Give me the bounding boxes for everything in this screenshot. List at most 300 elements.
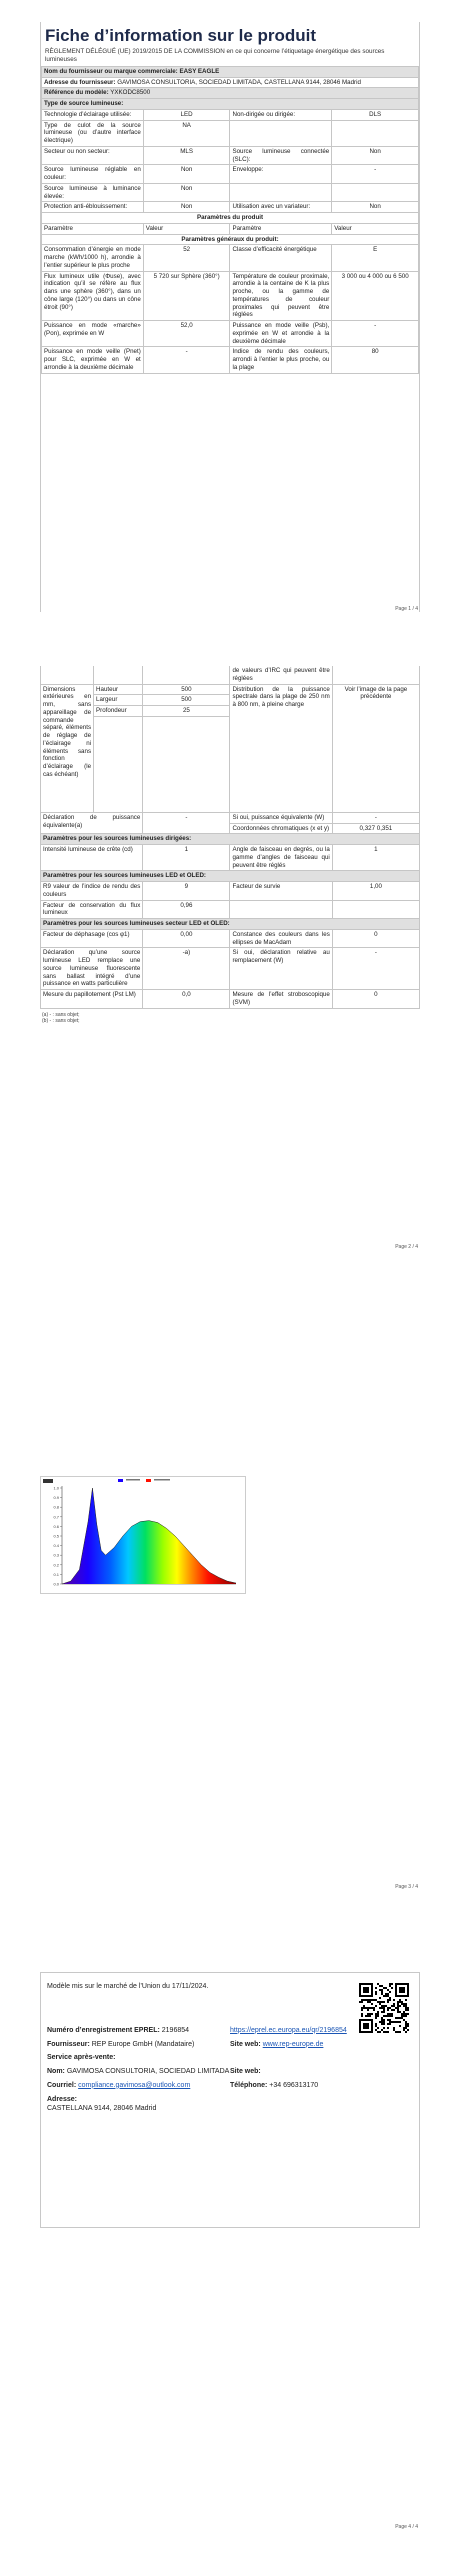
table-row xyxy=(41,812,420,823)
qr-module xyxy=(403,2027,405,2029)
qr-module xyxy=(385,1987,387,1989)
qr-module xyxy=(381,2021,383,2023)
qr-module xyxy=(403,2019,405,2021)
qr-module xyxy=(381,2007,383,2009)
qr-module xyxy=(393,2009,395,2011)
spectral-value: Voir l’image de la page précédente xyxy=(332,684,419,812)
product-info-table-continued xyxy=(40,666,420,1009)
qr-module xyxy=(379,1997,381,1999)
qr-module xyxy=(385,2015,387,2017)
qr-module xyxy=(383,2021,385,2023)
qr-module xyxy=(385,2031,387,2033)
qr-module xyxy=(381,2011,383,2013)
table-row xyxy=(42,271,419,321)
qr-module xyxy=(377,2027,379,2029)
y-tick-label: 0.9 xyxy=(53,1495,59,1501)
type-row-label: Type de culot de la source lumineuse (ou d’autre interface électrique) xyxy=(42,120,144,146)
table-row xyxy=(42,321,419,347)
eprel-number: 2196854 xyxy=(161,2026,190,2034)
qr-module xyxy=(371,2013,373,2015)
led-row-value: 0,96 xyxy=(143,900,230,919)
qr-module xyxy=(405,2007,407,2009)
qr-module xyxy=(405,2025,407,2027)
qr-module xyxy=(361,2009,363,2011)
general-row-value: 52,0 xyxy=(143,321,230,347)
qr-module xyxy=(397,2005,399,2007)
qr-module xyxy=(369,2013,371,2015)
service-name-label: Nom: xyxy=(47,2068,65,2075)
qr-module xyxy=(361,2001,363,2003)
qr-module xyxy=(381,2017,383,2019)
chromaticity-value: 0,327 0,351 xyxy=(332,823,419,834)
page-title: Fiche d’information sur le produit xyxy=(45,26,317,45)
led-row-label xyxy=(230,900,332,919)
table-row xyxy=(41,948,420,990)
mains-row-label: Facteur de déphasage (cos φ1) xyxy=(41,929,143,948)
qr-module xyxy=(377,2013,379,2015)
type-row-label: Utilisation avec un variateur: xyxy=(230,202,332,213)
qr-module xyxy=(399,2031,401,2033)
qr-module xyxy=(375,2025,377,2027)
qr-module xyxy=(389,1983,391,1985)
y-tick-label: 1.0 xyxy=(53,1485,59,1491)
qr-module xyxy=(375,2017,377,2019)
mains-row-label: Déclaration qu’une source lumineuse LED remplace une source lumineuse fluorescente sans ballast intégré d’une puissance en watts particulière xyxy=(41,948,143,990)
qr-module xyxy=(397,2021,399,2023)
qr-module xyxy=(367,2009,369,2011)
type-row-label: Source lumineuse connectée (SLC): xyxy=(230,146,332,165)
qr-module xyxy=(401,2001,403,2003)
qr-module xyxy=(407,2009,409,2011)
directed-row-label: Angle de faisceau en degrés, ou la gamme d’angles de faisceau qui peuvent être réglés xyxy=(230,845,332,871)
equivalent-power-value: - xyxy=(143,812,230,834)
qr-module xyxy=(389,1997,391,1999)
page-1 xyxy=(0,0,452,640)
qr-module xyxy=(375,1987,377,1989)
qr-module xyxy=(405,2013,407,2015)
qr-module xyxy=(371,1999,373,2001)
regulation-text: RÈGLEMENT DÉLÉGUÉ (UE) 2019/2015 DE LA COMMISSION en ce qui concerne l’étiquetage énergétique des sources lumineuses xyxy=(45,48,385,64)
legend-swatch xyxy=(146,1479,151,1482)
service-website-label: Site web: xyxy=(230,2068,261,2075)
type-row-label xyxy=(230,120,332,146)
qr-module xyxy=(375,1999,377,2001)
qr-module xyxy=(387,2009,389,2011)
qr-module xyxy=(389,2007,391,2009)
mains-row-label: Si oui, déclaration relative au remplacement (W) xyxy=(230,948,332,990)
general-row-label: Flux lumineux utile (Φuse), avec indication qu’il se réfère au flux dans une sphère (360°), dans un cône large (120°) ou dans un cône étroit (90°) xyxy=(42,271,144,321)
qr-module xyxy=(381,2029,383,2031)
footnote-b: (b) - : sans objet; xyxy=(42,1017,80,1024)
qr-module xyxy=(363,2007,365,2009)
table-row xyxy=(42,146,419,165)
table-row xyxy=(42,109,419,120)
qr-module xyxy=(373,2009,375,2011)
qr-module xyxy=(359,2001,361,2003)
qr-module xyxy=(389,1991,391,1993)
qr-module xyxy=(381,1989,383,1991)
y-tick-label: 0.2 xyxy=(53,1562,59,1568)
qr-module xyxy=(361,2007,363,2009)
qr-module xyxy=(399,1999,401,2001)
qr-module xyxy=(399,2005,401,2007)
table-row xyxy=(42,202,419,213)
cri-continued: de valeurs d’IRC qui peuvent être réglées xyxy=(230,666,332,684)
qr-module xyxy=(403,2005,405,2007)
mains-row-value: - xyxy=(332,948,419,990)
directed-section-header: Paramètres pour les sources lumineuses dirigées: xyxy=(41,834,420,845)
qr-module xyxy=(387,1989,389,1991)
qr-module xyxy=(383,2007,385,2009)
page-footer: Page 4 / 4 xyxy=(395,2524,418,2530)
qr-module xyxy=(379,2031,381,2033)
email-link[interactable]: compliance.gavimosa@outlook.com xyxy=(78,2081,191,2089)
table-row xyxy=(41,900,420,919)
table-row xyxy=(41,684,420,695)
qr-module xyxy=(387,2001,389,2003)
type-row-value: Non xyxy=(143,183,230,202)
mains-row-value: 0,0 xyxy=(143,990,230,1009)
mains-row-value: -a) xyxy=(143,948,230,990)
qr-module xyxy=(383,2001,385,2003)
supplier-address xyxy=(42,77,419,88)
type-row-value: NA xyxy=(143,120,230,146)
qr-module xyxy=(397,2009,399,2011)
qr-module xyxy=(363,2005,365,2007)
y-tick-label: 0.0 xyxy=(53,1581,59,1587)
qr-module xyxy=(381,1985,383,1987)
general-row-label: Température de couleur proximale, arrondie à la centaine de K la plus proche, ou la gamme de températures de couleur proximales qui peuvent être réglées xyxy=(230,271,332,321)
qr-module xyxy=(405,2005,407,2007)
eprel-label: Numéro d’enregistrement EPREL: xyxy=(47,2026,160,2034)
email-label: Courriel: xyxy=(47,2081,77,2089)
table-row xyxy=(42,245,419,271)
type-row-value: Non xyxy=(143,165,230,184)
qr-module xyxy=(405,2021,407,2023)
page-1-sheet xyxy=(40,22,420,612)
directed-row-value: 1 xyxy=(143,845,230,871)
qr-module xyxy=(369,1999,371,2001)
type-row-value: Non xyxy=(332,146,419,165)
spectrum-chart xyxy=(40,1476,246,1594)
general-row-value: 3 000 ou 4 000 ou 6 500 xyxy=(332,271,419,321)
general-row-label: Puissance en mode «marche» (Pon), exprimée en W xyxy=(42,321,144,347)
table-row xyxy=(41,882,420,901)
qr-module xyxy=(389,2023,391,2025)
qr-module xyxy=(391,2013,393,2015)
qr-module xyxy=(375,1993,377,1995)
qr-module xyxy=(365,2007,367,2009)
qr-module xyxy=(393,1999,395,2001)
qr-module xyxy=(405,2003,407,2005)
general-row-value: - xyxy=(143,347,230,373)
type-row-value xyxy=(332,120,419,146)
qr-module xyxy=(375,2005,377,2007)
supplier-address-label: Adresse du fournisseur: xyxy=(44,78,116,86)
qr-module xyxy=(397,2011,399,2013)
y-tick-label: 0.1 xyxy=(53,1571,59,1577)
type-row-label: Source lumineuse réglable en couleur: xyxy=(42,165,144,184)
table-row xyxy=(41,990,420,1009)
mains-section-header: Paramètres pour les sources lumineuses secteur LED et OLED: xyxy=(41,919,420,930)
general-row-label: Classe d’efficacité énergétique xyxy=(230,245,332,271)
qr-module xyxy=(377,2015,379,2017)
dimension-value: 500 xyxy=(143,684,230,695)
dimension-name: Profondeur xyxy=(94,706,143,717)
qr-module xyxy=(385,2005,387,2007)
mains-row-label: Mesure du papillotement (Pst LM) xyxy=(41,990,143,1009)
supplier-label: Fournisseur: xyxy=(47,2040,90,2048)
y-tick-label: 0.5 xyxy=(53,1533,59,1539)
col-header-param: Paramètre xyxy=(230,223,332,234)
qr-module xyxy=(397,2031,399,2033)
type-row-label: Protection anti-éblouissement: xyxy=(42,202,144,213)
qr-module xyxy=(367,1999,369,2001)
legend-line xyxy=(126,1479,140,1481)
qr-module xyxy=(387,2013,389,2015)
qr-module xyxy=(385,1993,387,1995)
qr-module xyxy=(405,1999,407,2001)
qr-module xyxy=(389,2021,391,2023)
qr-module xyxy=(405,2015,407,2017)
footnotes xyxy=(40,1009,420,1028)
table-row xyxy=(42,183,419,202)
footnote-a: (a) - : sans objet; xyxy=(42,1011,80,1018)
general-row-label: Indice de rendu des couleurs, arrondi à l’entier le plus proche, ou la plage xyxy=(230,347,332,373)
page-2 xyxy=(0,640,452,1280)
chart-logo-mark xyxy=(43,1479,53,1483)
qr-module xyxy=(389,1985,391,1987)
qr-module xyxy=(383,2019,385,2021)
led-row-label: Facteur de survie xyxy=(230,882,332,901)
website-link[interactable]: www.rep-europe.de xyxy=(262,2040,324,2048)
qr-module xyxy=(387,2019,389,2021)
mains-row-value: 0 xyxy=(332,929,419,948)
qr-module xyxy=(387,1995,389,1997)
type-row-value xyxy=(332,183,419,202)
qr-module xyxy=(375,2013,377,2015)
mains-row-label: Mesure de l’effet stroboscopique (SVM) xyxy=(230,990,332,1009)
directed-row-value: 1 xyxy=(332,845,419,871)
qr-finder xyxy=(363,1987,369,1993)
qr-module xyxy=(395,2031,397,2033)
qr-module xyxy=(399,2001,401,2003)
qr-module xyxy=(379,2007,381,2009)
directed-row-label: Intensité lumineuse de crête (cd) xyxy=(41,845,143,871)
qr-module xyxy=(383,2031,385,2033)
qr-module xyxy=(383,2015,385,2017)
qr-module xyxy=(399,2021,401,2023)
page-footer: Page 2 / 4 xyxy=(395,1244,418,1250)
supplier-trademark: Nom du fournisseur ou marque commerciale: EASY EAGLE xyxy=(42,66,419,77)
qr-module xyxy=(361,2013,363,2015)
service-name-value: GAVIMOSA CONSULTORIA, SOCIEDAD LIMITADA xyxy=(66,2068,230,2075)
qr-module xyxy=(391,2009,393,2011)
y-tick-label: 0.7 xyxy=(53,1514,59,1520)
qr-module xyxy=(369,2001,371,2003)
qr-module xyxy=(387,2027,389,2029)
qr-module xyxy=(401,2017,403,2019)
qr-module xyxy=(369,2007,371,2009)
qr-module xyxy=(391,1983,393,1985)
qr-module xyxy=(389,2013,391,2015)
qr-module xyxy=(375,2015,377,2017)
spectral-label: Distribution de la puissance spectrale dans la plage de 250 nm à 800 nm, à pleine charge xyxy=(230,684,332,812)
qr-module xyxy=(381,1993,383,1995)
phone-label: Téléphone: xyxy=(230,2081,268,2089)
qr-module xyxy=(407,2023,409,2025)
qr-module xyxy=(383,2005,385,2007)
type-row-label: Source lumineuse à luminance élevée: xyxy=(42,183,144,202)
qr-module xyxy=(377,2031,379,2033)
qr-finder xyxy=(363,2023,369,2029)
mains-row-label: Constance des couleurs dans les ellipses de MacAdam xyxy=(230,929,332,948)
qr-module xyxy=(399,2017,401,2019)
qr-module xyxy=(397,2003,399,2005)
general-row-label: Puissance en mode veille (Psb), exprimée en W et arrondie à la deuxième décimale xyxy=(230,321,332,347)
qr-module xyxy=(379,1989,381,1991)
dimension-value: 500 xyxy=(143,695,230,706)
qr-module xyxy=(403,2013,405,2015)
qr-module xyxy=(407,2013,409,2015)
mains-row-value: 0,00 xyxy=(143,929,230,948)
type-row-value: Non xyxy=(143,202,230,213)
qr-module xyxy=(361,1999,363,2001)
table-row xyxy=(41,845,420,871)
general-row-value: 52 xyxy=(143,245,230,271)
qr-module xyxy=(407,2029,409,2031)
phone-value: +34 696313170 xyxy=(269,2081,319,2089)
qr-module xyxy=(383,2011,385,2013)
qr-module xyxy=(383,2023,385,2025)
qr-module xyxy=(381,2023,383,2025)
dimensions-label: Dimensions extérieures en mm, sans appareillage de commande séparé, éléments de réglage de l’éclairage ni éléments sans fonction d’éclairage (le cas échéant) xyxy=(41,684,94,812)
qr-module xyxy=(383,2009,385,2011)
qr-module xyxy=(375,1991,377,1993)
qr-module xyxy=(381,2019,383,2021)
general-section-header: Paramètres généraux du produit: xyxy=(42,234,419,245)
qr-module xyxy=(383,2027,385,2029)
qr-module xyxy=(381,2001,383,2003)
market-date: Modèle mis sur le marché de l’Union du 17/11/2024. xyxy=(47,1983,209,1990)
qr-module xyxy=(373,2007,375,2009)
dimension-name: Hauteur xyxy=(94,684,143,695)
type-row-label: Enveloppe: xyxy=(230,165,332,184)
qr-module xyxy=(385,1995,387,1997)
qr-module xyxy=(375,2029,377,2031)
type-row-value: LED xyxy=(143,109,230,120)
equivalent-watt-value: - xyxy=(332,812,419,823)
qr-module xyxy=(393,2005,395,2007)
equivalent-power-label: Déclaration de puissance équivalente(a) xyxy=(41,812,143,834)
eprel-link[interactable]: https://eprel.ec.europa.eu/qr/2196854 xyxy=(230,2026,347,2034)
type-row-label: Technologie d’éclairage utilisée: xyxy=(42,109,144,120)
supplier-value: REP Europe GmbH (Mandataire) xyxy=(91,2040,195,2048)
qr-module xyxy=(399,2011,401,2013)
qr-module xyxy=(407,2025,409,2027)
type-row-label: Secteur ou non secteur: xyxy=(42,146,144,165)
mains-row-value: 0 xyxy=(332,990,419,1009)
qr-module xyxy=(393,2027,395,2029)
table-row xyxy=(41,929,420,948)
y-tick-label: 0.3 xyxy=(53,1552,59,1558)
led-row-value: 9 xyxy=(143,882,230,901)
type-section-header: Type de source lumineuse: xyxy=(42,99,419,110)
general-row-value: - xyxy=(332,321,419,347)
col-header-value: Valeur xyxy=(332,223,419,234)
led-row-label: R9 valeur de l’indice de rendu des couleurs xyxy=(41,882,143,901)
qr-module xyxy=(381,2005,383,2007)
qr-module xyxy=(379,2001,381,2003)
qr-module xyxy=(379,1985,381,1987)
model-label: Référence du modèle: xyxy=(44,89,109,97)
qr-module xyxy=(403,2003,405,2005)
qr-module xyxy=(399,2025,401,2027)
qr-module xyxy=(405,2031,407,2033)
qr-module xyxy=(365,2015,367,2017)
qr-module xyxy=(367,2013,369,2015)
led-row-value xyxy=(332,900,419,919)
equivalent-watt-label: Si oui, puissance équivalente (W) xyxy=(230,812,332,823)
qr-module xyxy=(371,2003,373,2005)
product-info-table xyxy=(41,66,419,374)
qr-module xyxy=(389,1999,391,2001)
qr-module xyxy=(405,2027,407,2029)
qr-module xyxy=(387,2007,389,2009)
qr-module xyxy=(387,2015,389,2017)
qr-module xyxy=(405,2023,407,2025)
model-value: YXKODC8500 xyxy=(108,89,151,97)
general-row-label: Puissance en mode veille (Pnet) pour SLC, exprimée en W et arrondie à la deuxième décimale xyxy=(42,347,144,373)
type-row-label xyxy=(230,183,332,202)
legend-swatch xyxy=(118,1479,123,1482)
qr-module xyxy=(397,2007,399,2009)
qr-module xyxy=(401,2003,403,2005)
after-sales-label: Service après-vente: xyxy=(47,2054,116,2062)
qr-module xyxy=(387,2023,389,2025)
qr-module xyxy=(383,1987,385,1989)
general-row-value: E xyxy=(332,245,419,271)
y-tick-label: 0.4 xyxy=(53,1543,59,1549)
qr-module xyxy=(367,2001,369,2003)
dimension-value: 25 xyxy=(143,706,230,717)
col-header-value: Valeur xyxy=(143,223,230,234)
qr-module xyxy=(361,2015,363,2017)
page-2-sheet xyxy=(40,666,420,1256)
chart-logo xyxy=(43,1479,53,1483)
qr-finder xyxy=(399,1987,405,1993)
qr-module xyxy=(393,2021,395,2023)
type-row-value: MLS xyxy=(143,146,230,165)
website-label: Site web: xyxy=(230,2040,261,2048)
table-row xyxy=(42,120,419,146)
general-row-label: Consommation d’énergie en mode marche (kWh/1000 h), arrondie à l’entier supérieur le plus proche xyxy=(42,245,144,271)
qr-module xyxy=(391,2021,393,2023)
qr-module xyxy=(387,1999,389,2001)
qr-module xyxy=(381,1991,383,1993)
led-section-header: Paramètres pour les sources lumineuses LED et OLED: xyxy=(41,871,420,882)
led-row-label: Facteur de conservation du flux lumineux xyxy=(41,900,143,919)
supplier-address-value: GAVIMOSA CONSULTORIA, SOCIEDAD LIMITADA, CASTELLANA 9144, 28046 Madrid xyxy=(115,78,361,86)
y-tick-label: 0.6 xyxy=(53,1523,59,1529)
general-row-value: 80 xyxy=(332,347,419,373)
address-value: CASTELLANA 9144, 28046 Madrid xyxy=(47,2105,157,2113)
qr-module xyxy=(393,2003,395,2005)
qr-module xyxy=(363,1999,365,2001)
qr-module xyxy=(387,2031,389,2033)
qr-module xyxy=(401,2015,403,2017)
address-label: Adresse: xyxy=(47,2095,77,2103)
